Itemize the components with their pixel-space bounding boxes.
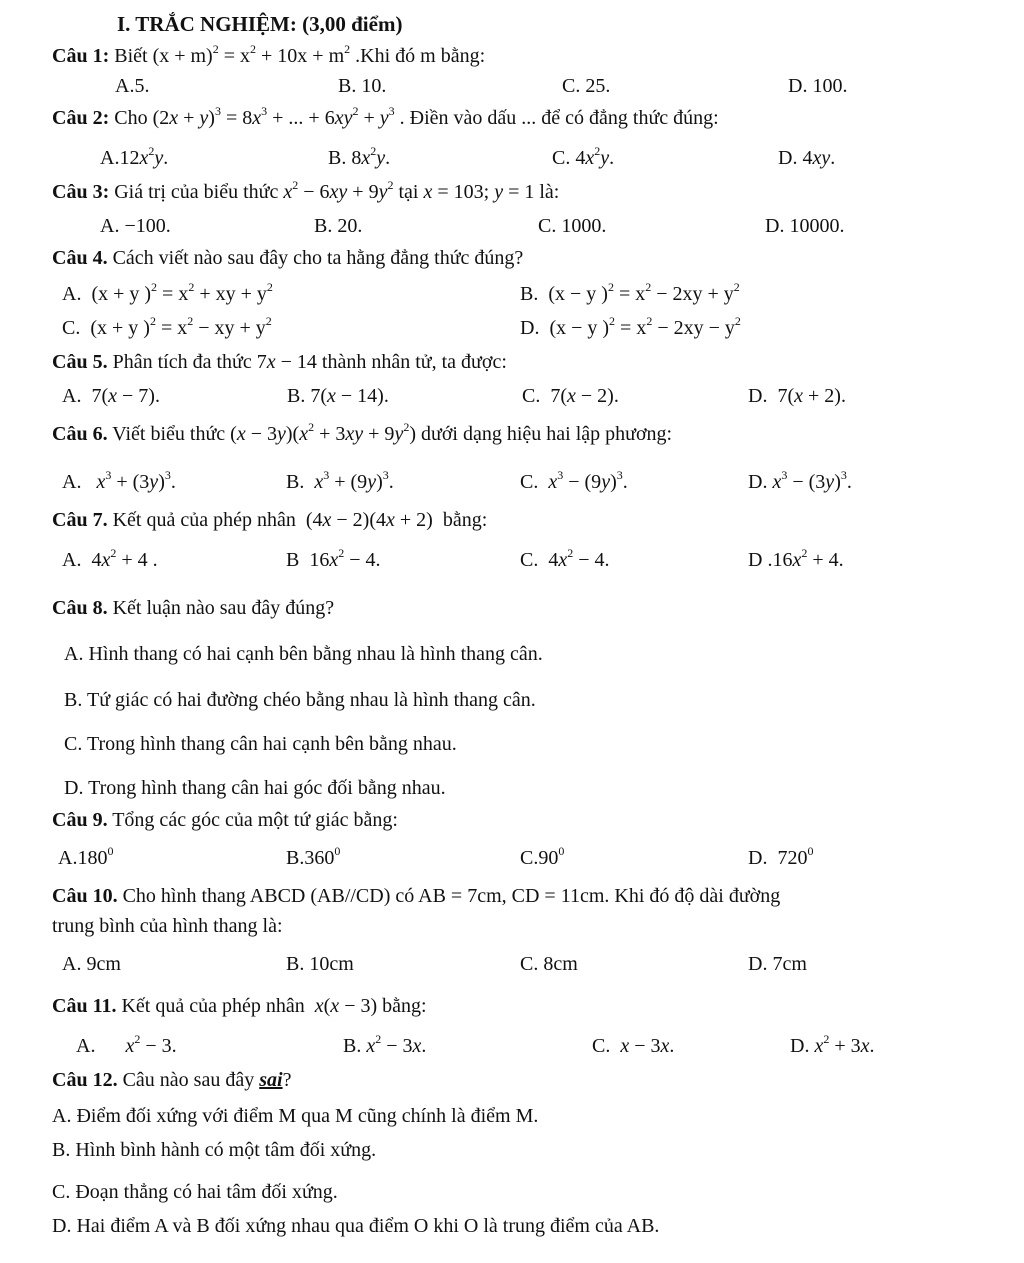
question-label: Câu 3:: [52, 181, 110, 203]
option-7c[interactable]: C. $4x^2 - 4$.: [520, 546, 610, 571]
question-label: Câu 10.: [52, 885, 118, 907]
question-8: [52, 596, 334, 620]
option-10d[interactable]: D. 7cm: [748, 953, 807, 975]
option-4d[interactable]: D. (x − y )$^2 = x^2 - 2xy - y^2$: [520, 314, 741, 339]
option-7a[interactable]: A. $4x^2 + 4$ .: [62, 546, 158, 571]
option-12b[interactable]: B. Hình bình hành có một tâm đối xứng.: [52, 1139, 377, 1161]
option-4b[interactable]: B. (x − y )$^2 = x^2 - 2xy + y^2$: [520, 280, 740, 305]
option-12c[interactable]: C. Đoạn thẳng có hai tâm đối xứng.: [52, 1181, 338, 1203]
option-10a[interactable]: A. 9cm: [62, 953, 121, 975]
question-label: Câu 5.: [52, 351, 108, 373]
option-3c[interactable]: C. 1000.: [538, 215, 607, 237]
question-text: Kết quả của phép nhân x(x − 3) bằng:: [121, 995, 427, 1017]
question-text: Biết $(x + m)^2 = x^2 + 10x + m^2$ .Khi đó m bằng:: [114, 42, 486, 67]
question-text: Giá trị của biểu thức $x^2 - 6xy + 9y^2$ tại x = 103; y = 1 là:: [114, 178, 560, 203]
option-9c[interactable]: $C.90^0$: [520, 844, 565, 869]
option-7b[interactable]: B $16x^2 - 4$.: [286, 546, 381, 571]
question-emphasis: sai: [259, 1069, 283, 1091]
option-1b[interactable]: B. 10.: [338, 75, 387, 97]
option-6b[interactable]: B. $x^3 + (9y)^3$.: [286, 468, 394, 493]
option-3a[interactable]: A. −100.: [100, 215, 171, 237]
option-3d[interactable]: D. 10000.: [765, 215, 845, 237]
question-label: Câu 1:: [52, 45, 110, 67]
question-text: Cách viết nào sau đây cho ta hằng đẳng thức đúng?: [112, 247, 524, 269]
option-1a[interactable]: A.5.: [115, 75, 150, 97]
option-8b[interactable]: B. Tứ giác có hai đường chéo bằng nhau là hình thang cân.: [64, 689, 536, 711]
option-10b[interactable]: B. 10cm: [286, 953, 354, 975]
option-1d[interactable]: D. 100.: [788, 75, 848, 97]
question-text: Cho hình thang ABCD (AB//CD) có AB = 7cm, CD = 11cm. Khi đó độ dài đường: [122, 885, 781, 907]
option-8c[interactable]: C. Trong hình thang cân hai cạnh bên bằng nhau.: [64, 733, 457, 755]
option-6d[interactable]: D. $x^3 - (3y)^3$.: [748, 468, 852, 493]
question-4: [52, 246, 523, 270]
question-label: Câu 7.: [52, 509, 108, 531]
option-5c[interactable]: C. 7(x − 2).: [522, 385, 619, 407]
option-11d[interactable]: D. $x^2 + 3x$.: [790, 1032, 875, 1057]
option-1c[interactable]: C. 25.: [562, 75, 611, 97]
question-label: Câu 12.: [52, 1069, 118, 1091]
question-6: [52, 422, 672, 446]
option-8d[interactable]: D. Trong hình thang cân hai góc đối bằng nhau.: [64, 777, 446, 799]
option-9d[interactable]: D. $720^0$: [748, 844, 814, 869]
option-6c[interactable]: C. $x^3 - (9y)^3$.: [520, 468, 628, 493]
option-5d[interactable]: D. 7(x + 2).: [748, 385, 846, 407]
option-9b[interactable]: B.360$^0$: [286, 844, 341, 869]
question-label: Câu 8.: [52, 597, 108, 619]
option-4c[interactable]: C. (x + y )$^2 = x^2$ − xy + $y^2$: [62, 314, 272, 339]
question-3: [52, 180, 559, 204]
question-label: Câu 2:: [52, 107, 110, 129]
option-11b[interactable]: B. $x^2 - 3x$.: [343, 1032, 427, 1057]
question-10: [52, 884, 780, 908]
option-2c[interactable]: C. $4x^2y$.: [552, 144, 615, 169]
question-1: [52, 44, 485, 68]
option-5b[interactable]: B. 7(x − 14).: [287, 385, 389, 407]
option-6a[interactable]: A. $x^3 + (3y)^3$.: [62, 468, 176, 493]
option-7d[interactable]: D $.16x^2 + 4$.: [748, 546, 844, 571]
option-4a[interactable]: A. (x + y )$^2 = x^2$ + xy + $y^2$: [62, 280, 273, 305]
question-text: Viết biểu thức $(x - 3y)(x^2 + 3xy + 9y^2)$ dưới dạng hiệu hai lập phương:: [112, 420, 673, 445]
question-7: [52, 508, 487, 532]
question-text: Kết quả của phép nhân (4x − 2)(4x + 2) bằng:: [112, 509, 488, 531]
option-8a[interactable]: A. Hình thang có hai cạnh bên bằng nhau là hình thang cân.: [64, 643, 543, 665]
option-11c[interactable]: C. x − 3x.: [592, 1035, 675, 1057]
question-text: Tổng các góc của một tứ giác bằng:: [112, 809, 398, 831]
question-text: Phân tích đa thức 7x − 14 thành nhân tử, ta được:: [112, 351, 507, 373]
option-9a[interactable]: A.180$^0$: [58, 844, 114, 869]
question-text: Câu nào sau đây: [122, 1069, 255, 1091]
option-3b[interactable]: B. 20.: [314, 215, 363, 237]
question-12: [52, 1068, 291, 1092]
option-12d[interactable]: D. Hai điểm A và B đối xứng nhau qua điểm O khi O là trung điểm của AB.: [52, 1215, 660, 1237]
question-label: Câu 11.: [52, 995, 117, 1017]
question-label: Câu 4.: [52, 247, 108, 269]
question-text-end: ?: [282, 1069, 292, 1091]
question-2: [52, 106, 719, 130]
option-5a[interactable]: A. 7(x − 7).: [62, 385, 160, 407]
option-2b[interactable]: B. $8x^2y$.: [328, 144, 391, 169]
question-5: [52, 350, 507, 374]
question-label: Câu 9.: [52, 809, 108, 831]
option-2a[interactable]: $A.12x^2y$.: [100, 144, 169, 169]
question-11: [52, 994, 427, 1018]
question-text: Kết luận nào sau đây đúng?: [112, 597, 335, 619]
section-title: I. TRẮC NGHIỆM: (3,00 điểm): [117, 12, 403, 36]
option-12a[interactable]: A. Điểm đối xứng với điểm M qua M cũng chính là điểm M.: [52, 1105, 539, 1127]
question-10-continued: trung bình của hình thang là:: [52, 915, 283, 937]
question-9: [52, 808, 398, 832]
option-11a[interactable]: A. $x^2 - 3$.: [76, 1032, 177, 1057]
option-10c[interactable]: C. 8cm: [520, 953, 578, 975]
question-label: Câu 6.: [52, 423, 108, 445]
question-text: Cho $(2x + y)^3 = 8x^3$ + ... + $6xy^2 + y^3$ . Điền vào dấu ... để có đẳng thức đúng:: [114, 104, 719, 129]
option-2d[interactable]: D. 4xy.: [778, 147, 836, 169]
